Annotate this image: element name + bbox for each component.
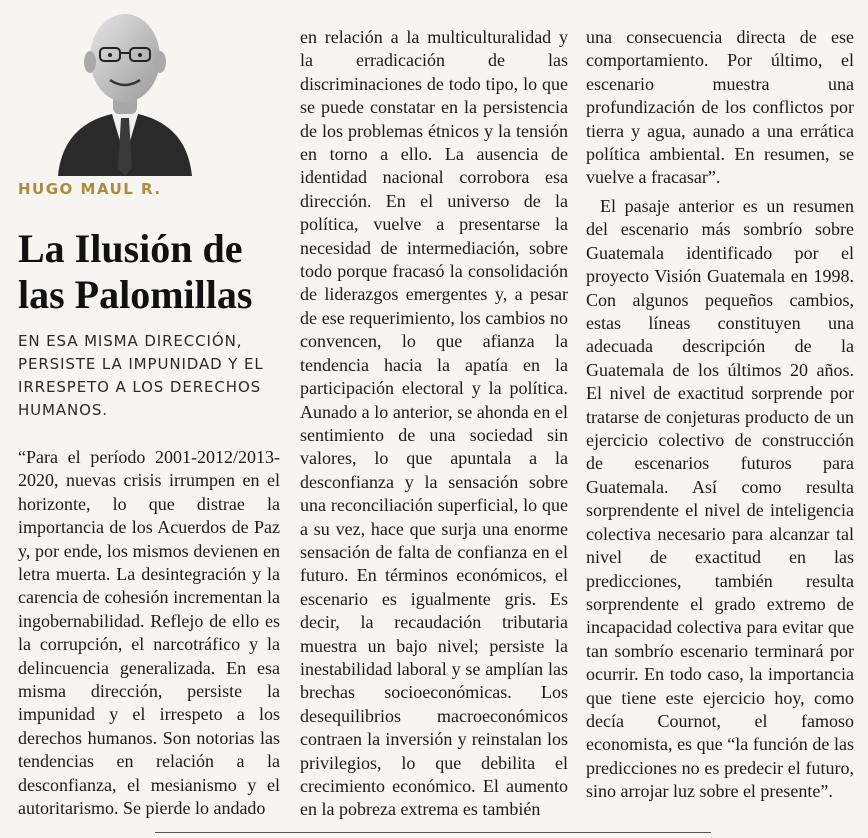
author-byline: HUGO MAUL R.: [18, 180, 162, 198]
body-paragraph-4-text: El pasaje anterior es un resumen del escenario más sombrío sobre Guatemala identificado por el proyecto Visión Guatemala en 1998. Con algunos pequeños cambios, estas líneas constituyen una adecuada descripción de la Guatemala de los últimos 20 años. El nivel de exactitud sorprende por tratarse de conjeturas producto de un ejercicio colectivo de construcción de escenarios futuros para Guatemala. Así como resulta sorprendente el nivel de inteligencia colectiva necesario para alcanzar tal nivel de exactitud en las predicciones, también resulta sorprendente el grado extremo de incapacidad colectiva para evitar que tan sombrío escenario terminará por ocurrir. En todo caso, la importancia que tiene este ejercicio hoy, como decía Cournot, el famoso economista, es que “la función de las predicciones no es predecir el futuro, sino arrojar luz sobre el presente”.: [586, 196, 854, 802]
body-paragraph-2: en relación a la multiculturalidad y la erradicación de las discriminaciones de todo tipo, lo que se puede constatar en la persistencia de los problemas étnicos y la tensión en torno a ello. La ausencia de identidad nacional corrobora esa dirección. En el universo de la política, vuelve a presentarse la necesidad de intermediación, sobre todo porque fracasó la consolidación de liderazgos emergentes y, a pesar de ese requerimiento, los cambios no convencen, lo que afianza la tendencia hacia la apatía en la participación electoral y la política. Aunado a lo anterior, se ahonda en el sentimiento de una sociedad sin valores, lo que apuntala a la desconfianza y la sensación sobre una reconciliación superficial, lo que a su vez, hace que surja una enorme sensación de falta de confianza en el futuro. En términos económicos, el escenario es igualmente gris. Es decir, la recaudación tributaria muestra un bajo nivel; persiste la inestabilidad laboral y se amplían las brechas socioeconómicas. Los desequilibrios macroeconómicos contraen la inversión y reinstalan los privilegios, lo que debilita el crecimiento económico. El aumento en la pobreza extrema es también: [300, 27, 568, 820]
deck-subtitle: EN ESA MISMA DIRECCIÓN, PERSISTE LA IMPUNIDAD Y EL IRRESPETO A LOS DERECHOS HUMANOS.: [18, 332, 264, 419]
author-portrait-icon: [50, 8, 200, 176]
bottom-rule: [155, 832, 711, 833]
body-paragraph-4: [586, 195, 854, 804]
body-paragraph-1: “Para el período 2001-2012/2013-2020, nuevas crisis irrumpen en el horizonte, lo que distrae la importancia de los Acuerdos de Paz y, por ende, los mismos devienen en letra muerta. La desintegración y la carencia de cohesión incrementan la ingobernabilidad. Reflejo de ello es la corrupción, el narcotráfico y la delincuencia generalizada. En esa misma dirección, persiste la impunidad y el irrespeto a los derechos humanos. Son notorias las tendencias en relación a la desconfianza, el mesianismo y el autoritarismo. Se pierde lo andado: [18, 447, 280, 819]
headline: La Ilusión de las Palomillas: [18, 226, 253, 317]
body-paragraph-3: una consecuencia directa de ese comportamiento. Por último, el escenario muestra una profundización de los conflictos por tierra y agua, aunado a una errática política ambiental. En resumen, se vuelve a fracasar”.: [586, 27, 854, 188]
